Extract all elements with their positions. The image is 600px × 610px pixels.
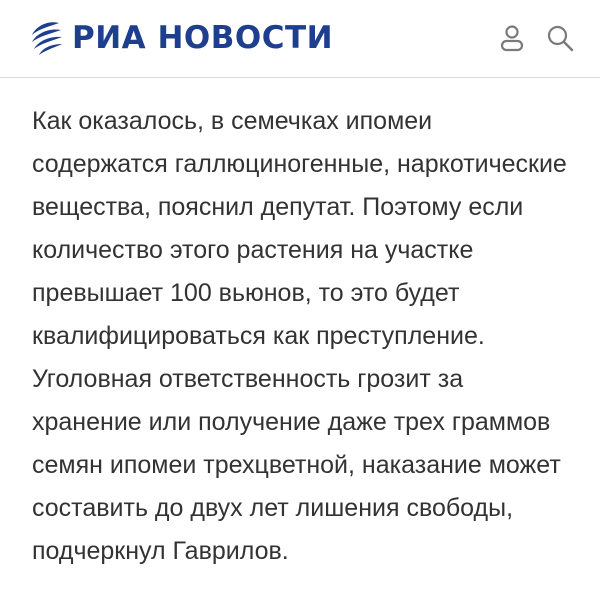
ria-globe-icon bbox=[26, 18, 66, 58]
search-icon[interactable] bbox=[542, 20, 578, 56]
article-paragraph: Как оказалось, в семечках ипомеи содержатся галлюциногенные, наркотические вещества, пояснил депутат. Поэтому если количество этого растения на участке превышает 100 вьюнов, то это будет квалифицироваться как преступление. Уголовная ответственность грозит за хранение или получение даже трех граммов семян ипомеи трехцветной, наказание может составить до двух лет лишения свободы, подчеркнул Гаврилов. bbox=[32, 107, 567, 565]
site-header bbox=[0, 0, 600, 78]
user-icon-graphic bbox=[497, 23, 527, 53]
ria-novosti-logo[interactable] bbox=[26, 16, 333, 60]
user-icon[interactable] bbox=[494, 20, 530, 56]
search-icon-graphic bbox=[545, 23, 575, 53]
logo-text: РИА НОВОСТИ bbox=[72, 20, 334, 56]
header-actions bbox=[494, 20, 578, 56]
